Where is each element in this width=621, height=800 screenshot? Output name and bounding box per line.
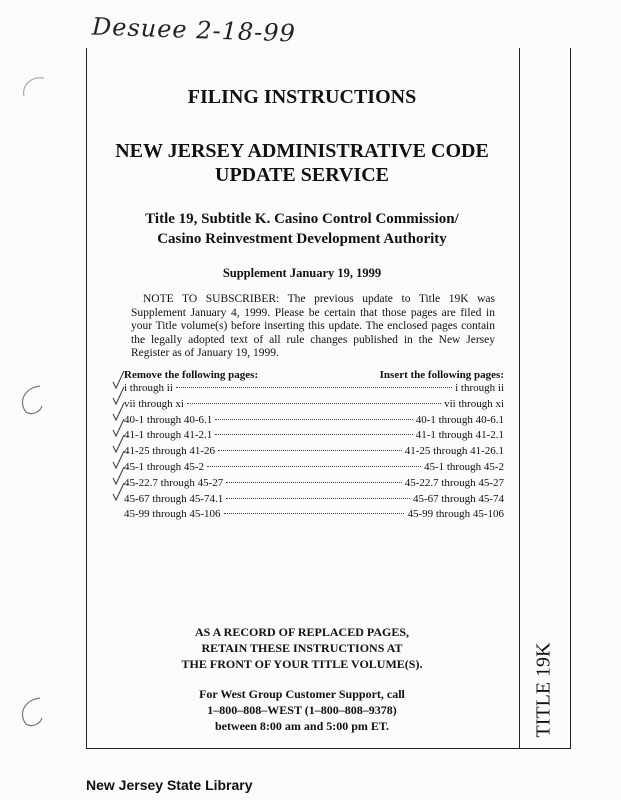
remove-range: vii through xi: [124, 397, 184, 410]
record-line2: RETAIN THESE INSTRUCTIONS AT: [201, 641, 403, 655]
dot-leader: [226, 498, 410, 499]
code-title-line2: UPDATE SERVICE: [215, 164, 389, 186]
remove-range: 40-1 through 40-6.1: [124, 413, 213, 426]
support-line1: For West Group Customer Support, call: [199, 687, 405, 701]
page-row: [124, 493, 504, 509]
insert-range: 41-1 through 41-2.1: [415, 429, 504, 442]
insert-range: i through ii: [455, 382, 504, 394]
insert-range: 45-99 through 45-106: [407, 508, 504, 521]
remove-range: 45-1 through 45-2: [124, 460, 205, 473]
record-instructions: [86, 624, 518, 672]
dot-leader: [207, 466, 421, 467]
page-row: [124, 429, 504, 445]
supplement-date: Supplement January 19, 1999: [222, 266, 382, 280]
dot-leader: [187, 403, 441, 404]
subtitle: [86, 209, 518, 249]
page-row: [124, 477, 504, 493]
page-list: [124, 382, 504, 524]
dot-leader: [215, 434, 412, 435]
remove-range: i through ii: [124, 382, 173, 394]
remove-range: 45-99 through 45-106: [124, 508, 221, 521]
subtitle-line2: Casino Reinvestment Development Authority: [157, 231, 447, 247]
page-row: [124, 414, 504, 430]
filing-instructions-heading: FILING INSTRUCTIONS: [187, 86, 417, 108]
support-hours: between 8:00 am and 5:00 pm ET.: [214, 719, 390, 733]
library-stamp: New Jersey State Library: [86, 777, 253, 793]
support-phone: 1–800–808–WEST (1–800–808–9378): [207, 703, 397, 717]
punch-hole-bottom: [10, 692, 50, 732]
page-row: [124, 445, 504, 461]
remove-range: 45-22.7 through 45-27: [124, 476, 224, 489]
insert-range: 40-1 through 40-6.1: [415, 413, 504, 426]
code-title-line1: NEW JERSEY ADMINISTRATIVE CODE: [115, 140, 489, 162]
tab-divider: [519, 48, 520, 748]
insert-range: vii through xi: [444, 397, 504, 410]
insert-range: 41-25 through 41-26.1: [404, 445, 504, 458]
remove-range: 41-25 through 41-26: [124, 445, 216, 458]
insert-range: 45-1 through 45-2: [423, 460, 504, 473]
dot-leader: [215, 419, 412, 420]
remove-heading: Remove the following pages:: [124, 369, 259, 381]
punch-hole-top: [14, 72, 54, 112]
code-title: [86, 139, 518, 187]
dot-leader: [224, 513, 405, 514]
dot-leader: [226, 482, 401, 483]
record-line3: THE FRONT OF YOUR TITLE VOLUME(S).: [181, 657, 423, 671]
page-list-header: [124, 369, 504, 381]
insert-range: 45-67 through 45-74: [412, 492, 504, 505]
insert-range: 45-22.7 through 45-27: [404, 476, 504, 489]
title-tab: [522, 640, 566, 740]
page-row: [124, 508, 504, 524]
subtitle-line1: Title 19, Subtitle K. Casino Control Commission/: [145, 211, 459, 227]
remove-range: 45-67 through 45-74.1: [124, 492, 224, 505]
customer-support: [86, 686, 518, 734]
page-row: [124, 461, 504, 477]
insert-heading: Insert the following pages:: [379, 369, 504, 381]
handwritten-note: Desuee 2-18-99: [91, 12, 297, 48]
page-row: [124, 398, 504, 414]
remove-range: 41-1 through 41-2.1: [124, 429, 213, 442]
dot-leader: [218, 450, 402, 451]
record-line1: AS A RECORD OF REPLACED PAGES,: [194, 625, 410, 639]
title-tab-label: TITLE 19K: [532, 642, 555, 738]
page-row: [124, 382, 504, 398]
subscriber-note: NOTE TO SUBSCRIBER: The previous update to Title 19K was Supplement January 4, 1999. Please be certain that those pages are filed in your Title volume(s) before inserting this update. The enclosed pages contain the legally adopted text of all rule changes published in the New Jersey Register as of January 19, 1999.: [131, 293, 495, 359]
dot-leader: [176, 387, 452, 388]
punch-hole-middle: [10, 380, 50, 420]
